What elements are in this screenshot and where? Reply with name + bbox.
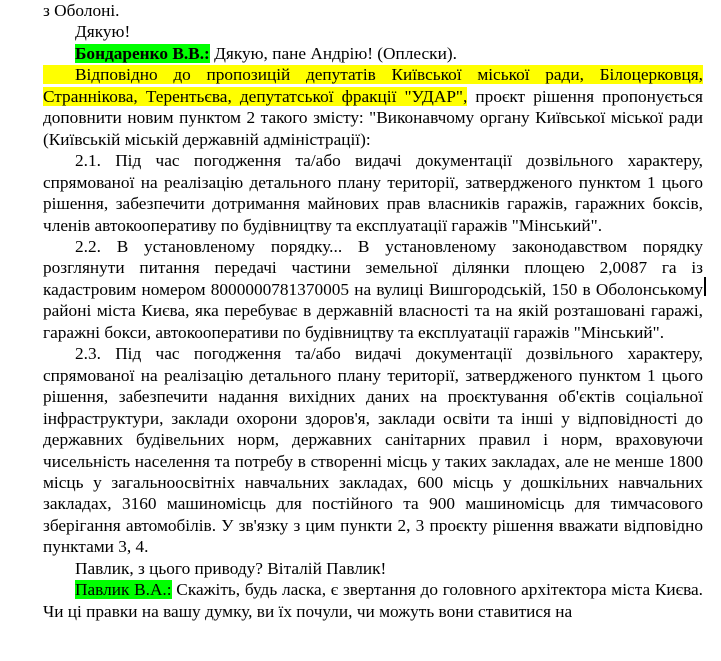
first-line-indent xyxy=(43,251,75,252)
paragraph-point-2-1 xyxy=(43,150,703,236)
first-line-indent xyxy=(43,79,75,80)
first-line-indent xyxy=(43,573,75,574)
paragraph-continuation-obolon xyxy=(43,0,703,21)
paragraph-amendment-proposal xyxy=(43,64,703,150)
first-line-indent xyxy=(43,36,75,37)
paragraph-bondarenko-speech xyxy=(43,43,703,64)
paragraph-pavlyk-invite xyxy=(43,558,703,579)
document-text-block[interactable] xyxy=(43,0,703,622)
amendment-highlight: Відповідно до пропозицій депутатів Київської міської ради, Білоцерковця, Страннікова, Терентьєва, депутатської фракції "УДАР", xyxy=(43,65,703,106)
speaker-name-highlight: Бондаренко В.В.: xyxy=(75,43,210,63)
paragraph-point-2-3 xyxy=(43,343,703,558)
paragraph-pavlyk-speech xyxy=(43,579,703,622)
text-cursor xyxy=(704,277,706,296)
first-line-indent xyxy=(43,358,75,359)
first-line-indent xyxy=(43,594,75,595)
text-run: з Оболоні. xyxy=(43,1,120,20)
text-run: Дякую, пане Андрію! (Оплески). xyxy=(209,43,457,63)
text-run: Павлик, з цього приводу? Віталій Павлик! xyxy=(75,558,387,578)
text-run: проєкт рішення пропонується доповнити новим пунктом 2 такого змісту: "Виконавчому органу Київської міської ради (Київській міській державній адміністрації): xyxy=(43,86,703,149)
first-line-indent xyxy=(43,165,75,166)
text-run: Скажіть, будь ласка, є звертання до головного архітектора міста Києва. Чи ці правки на вашу думку, ви їх почули, чи можуть вони ставитися на xyxy=(43,580,703,621)
speaker-name-highlight: Павлик В.А.: xyxy=(75,580,172,600)
text-run: 2.3. Під час погодження та/або видачі документації дозвільного характеру, спрямованої на реалізацію детального плану території, затвердженого пунктом 1 цього рішення, забезпечити надання вихідних даних на проєктування об'єктів соціальної інфраструктури, заклади охорони здоров'я, заклади освіти та інші у відповідності до державних будівельних норм, державних санітарних правил і норм, враховуючи чисельність населення та потребу в створенні місць у таких закладах, але не менше 1800 місць у загальноосвітніх навчальних закладах, 600 місць у дошкільних навчальних закладах, 3160 машиномісць для постійного та 900 машиномісць для тимчасового зберігання автомобілів. У зв'язку з цим пункти 2, 3 проєкту рішення вважати відповідно пунктами 3, 4. xyxy=(43,344,703,557)
text-run: Дякую! xyxy=(75,22,131,42)
text-run: 2.2. В установленому порядку... В установленому законодавством порядку розглянути питання передачі частини земельної ділянки площею 2,0087 га із кадастровим номером 8000000781370005 на вулиці Вишгородській, 150 в Оболонському районі міста Києва, яка перебуває в державній власності та на якій розташовані гаражі, гаражні бокси, автокооперативи по будівництву та експлуатації гаражів "Мінський". xyxy=(43,236,703,342)
first-line-indent xyxy=(43,58,75,59)
paragraph-thanks xyxy=(43,21,703,42)
text-run: 2.1. Під час погодження та/або видачі документації дозвільного характеру, спрямованої на реалізацію детального плану території, затвердженого пунктом 1 цього рішення, забезпечити дотримання майнових прав власників гаражів, гаражних боксів, членів автокооперативу по будівництву та експлуатації гаражів "Мінський". xyxy=(43,151,703,235)
paragraph-point-2-2 xyxy=(43,236,703,343)
